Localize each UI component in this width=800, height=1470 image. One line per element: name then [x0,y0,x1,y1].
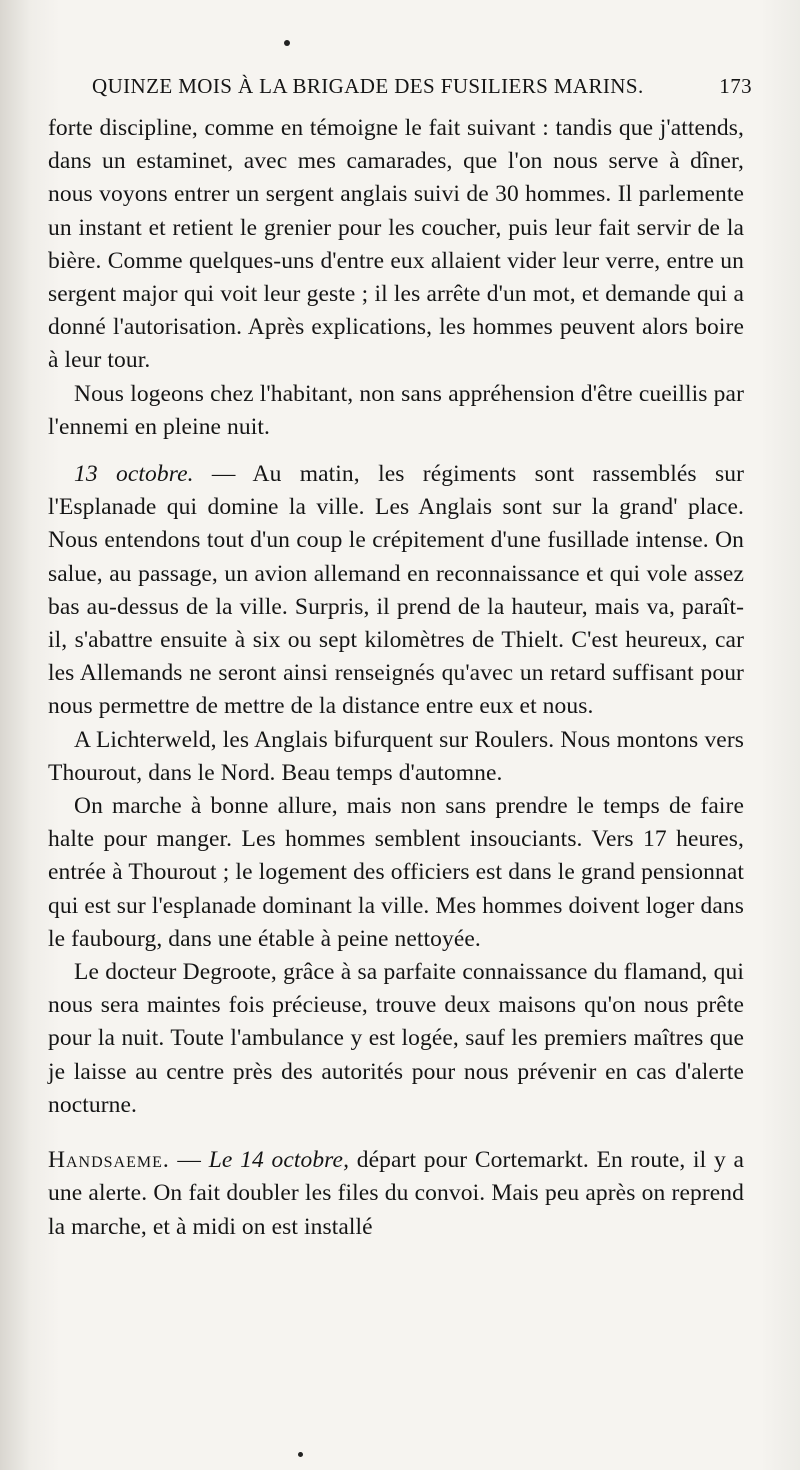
running-header [92,74,752,99]
print-mark [284,40,290,46]
date-heading: Le 14 octobre, [208,1147,350,1174]
body-text [48,112,744,1244]
paragraph: Le docteur Degroote, grâce à sa parfaite connaissance du flamand, qui nous sera maintes fois précieuse, trouve deux maisons qu'on nous prête pour la nuit. Toute l'ambulance y est logée, sauf les premiers maîtres que je laisse au centre près des autorités pour nous prévenir en cas d'alerte nocturne. [48,959,744,1118]
running-title: QUINZE MOIS À LA BRIGADE DES FUSILIERS MARINS. [92,74,644,98]
dash: — [169,1147,209,1174]
paragraph-text: — Au matin, les régiments sont rassemblés sur l'Esplanade qui domine la ville. Les Anglais sont sur la grand' place. Nous entendons tout d'un coup le crépitement d'une fusillade intense. On salue, au passage, un avion allemand en reconnaissance et qui vole assez bas au-dessus de la ville. Surpris, il prend de la hauteur, mais va, paraît-il, s'abattre ensuite à six ou sept kilomètres de Thielt. C'est heureux, car les Allemands ne seront ainsi renseignés qu'avec un retard suffisant pour nous permettre de mettre de la distance entre eux et nous. [48,461,745,720]
print-mark [298,1452,303,1457]
paragraph-text: départ pour Cortemarkt. En route, il y a une alerte. On fait doubler les files du convoi. Mais peu après on reprend la marche, et à midi on est installé [48,1147,744,1240]
paragraph: Nous logeons chez l'habitant, non sans appréhension d'être cueillis par l'ennemi en pleine nuit. [48,380,744,440]
paragraph [48,1144,744,1244]
date-heading: 13 octobre. [74,461,194,488]
paragraph: forte discipline, comme en témoigne le fait suivant : tandis que j'attends, dans un estaminet, avec mes camarades, que l'on nous serve à dîner, nous voyons entrer un sergent anglais suivi de 30 hommes. Il parlemente un instant et retient le grenier pour les coucher, puis leur fait servir de la bière. Comme quelques-uns d'entre eux allaient vider leur verre, entre un sergent major qui voit leur geste ; il les arrête d'un mot, et demande qui a donné l'autorisation. Après explications, les hommes peuvent alors boire à leur tour. [48,115,744,374]
paragraph: A Lichterweld, les Anglais bifurquent sur Roulers. Nous montons vers Thourout, dans le Nord. Beau temps d'automne. [48,726,744,786]
paragraph: On marche à bonne allure, mais non sans prendre le temps de faire halte pour manger. Les hommes semblent insouciants. Vers 17 heures, entrée à Thourout ; le logement des officiers est dans le grand pensionnat qui est sur l'esplanade dominant la ville. Mes hommes doivent loger dans le faubourg, dans une étable à peine nettoyée. [48,793,744,952]
page-number: 173 [719,74,752,98]
place-heading: Handsaeme. [48,1147,170,1174]
paragraph [48,458,744,724]
